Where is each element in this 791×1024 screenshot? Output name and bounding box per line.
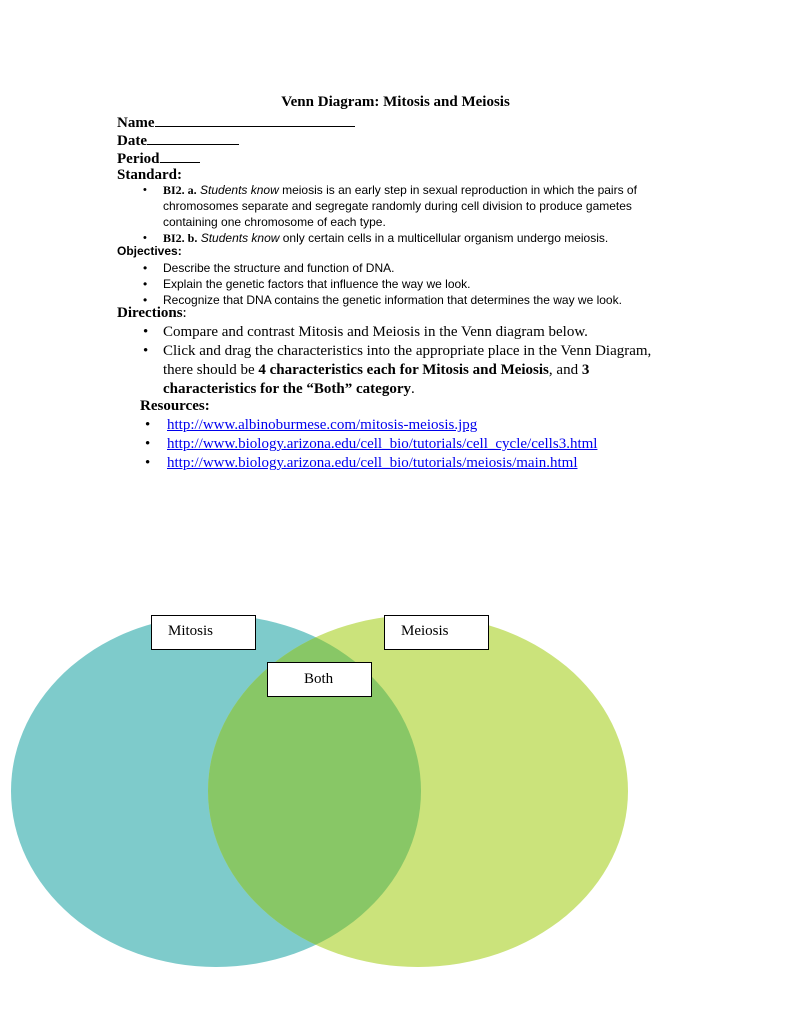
standard-label: Standard: — [117, 167, 183, 183]
resources-heading: Resources: — [140, 398, 210, 414]
period-label: Period — [117, 151, 160, 167]
date-label: Date — [117, 133, 147, 149]
direction-emphasis: 3 characteristics for the “Both” category — [163, 362, 590, 397]
direction-item: • Compare and contrast Mitosis and Meiosis in the Venn diagram below. — [163, 323, 683, 342]
directions-heading-text: Directions — [117, 305, 183, 321]
mitosis-label-box[interactable] — [151, 615, 256, 650]
directions-heading-colon: : — [182, 305, 187, 321]
direction-text: . — [410, 381, 415, 397]
standard-code: BI2. b. — [163, 231, 198, 245]
standard-emphasis: Students know — [200, 183, 279, 197]
mitosis-label: Mitosis — [168, 623, 214, 639]
meiosis-label: Meiosis — [401, 623, 449, 639]
resource-link[interactable]: http://www.albinoburmese.com/mitosis-meiosis.jpg — [167, 417, 478, 433]
direction-emphasis: 4 characteristics each for Mitosis and Meiosis — [258, 362, 549, 378]
standard-text: meiosis is an early step in sexual reproduction in which the pairs of chromosomes separate and segregate randomly during cell division to produce gametes containing one chromosome of each type. — [163, 183, 637, 229]
direction-text: Click and drag the characteristics into the appropriate place in the Venn Diagram, there should be — [163, 343, 652, 378]
both-label: Both — [304, 671, 334, 687]
standard-emphasis: Students know — [200, 231, 280, 245]
page-title: Venn Diagram: Mitosis and Meiosis — [281, 94, 510, 110]
objective-item: • Explain the genetic factors that influence the way we look. — [163, 276, 683, 292]
objective-item: • Describe the structure and function of DNA. — [163, 260, 683, 276]
standard-code: BI2. a. — [163, 183, 197, 197]
resource-link[interactable]: http://www.biology.arizona.edu/cell_bio/tutorials/cell_cycle/cells3.html — [167, 436, 598, 452]
both-label-box[interactable] — [267, 662, 372, 697]
objectives-heading: Objectives: — [117, 244, 182, 258]
name-label: Name — [117, 115, 155, 131]
objective-item: • Recognize that DNA contains the genetic information that determines the way we look. — [163, 292, 683, 308]
standard-text: only certain cells in a multicellular organism undergo meiosis. — [279, 231, 609, 245]
meiosis-label-box[interactable] — [384, 615, 489, 650]
direction-text: , and — [548, 362, 582, 378]
resource-link[interactable]: http://www.biology.arizona.edu/cell_bio/tutorials/meiosis/main.html — [167, 455, 578, 471]
